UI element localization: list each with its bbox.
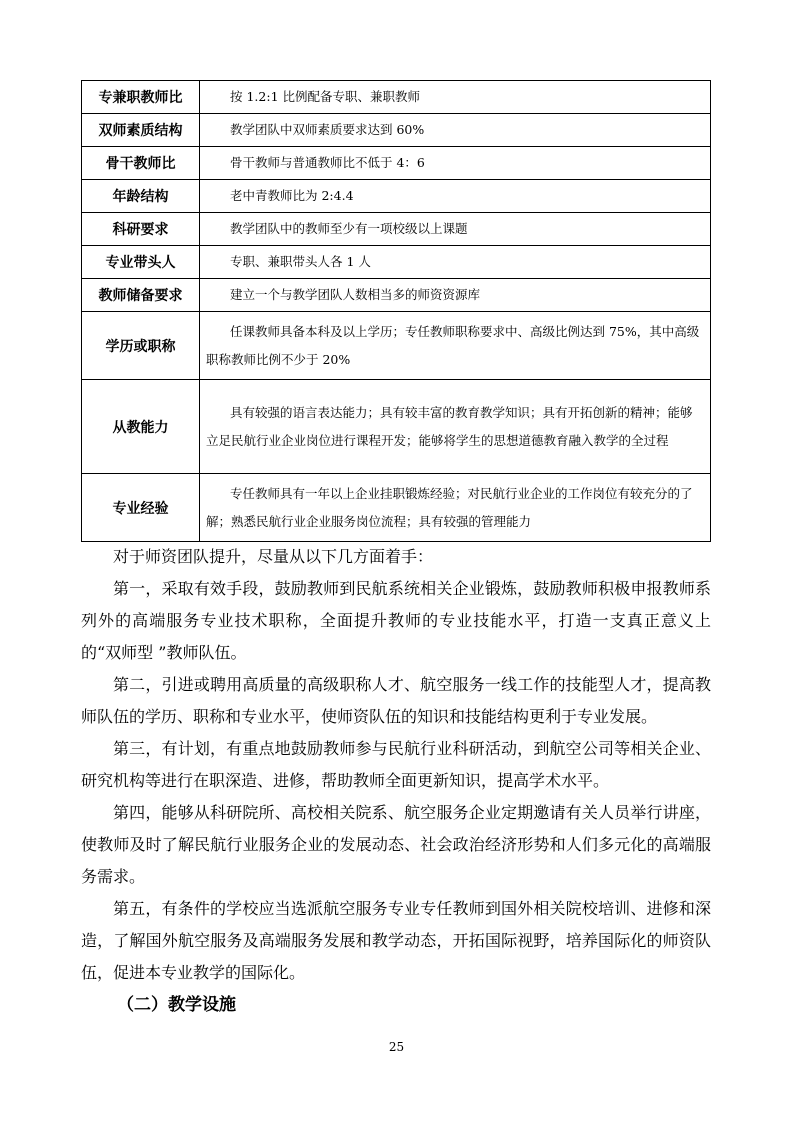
teacher-requirements-table [81, 80, 711, 542]
table-row [82, 312, 711, 380]
row-content: 建立一个与教学团队人数相当多的师资资源库 [200, 279, 711, 312]
row-content: 具有较强的语言表达能力；具有较丰富的教育教学知识；具有开拓创新的精神；能够立足民航行业企业岗位进行课程开发；能够将学生的思想道德教育融入教学的全过程 [200, 380, 711, 474]
row-label: 学历或职称 [82, 312, 200, 380]
table-row [82, 380, 711, 474]
table-row [82, 474, 711, 542]
paragraph-3: 第三，有计划，有重点地鼓励教师参与民航行业科研活动，到航空公司等相关企业、研究机构等进行在职深造、进修，帮助教师全面更新知识，提高学术水平。 [81, 739, 711, 790]
table-row [82, 147, 711, 180]
row-content: 任课教师具备本科及以上学历；专任教师职称要求中、高级比例达到 75%，其中高级职称教师比例不少于 20% [200, 312, 711, 380]
row-content: 专职、兼职带头人各 1 人 [200, 246, 711, 279]
row-label: 双师素质结构 [82, 114, 200, 147]
row-content: 教学团队中的教师至少有一项校级以上课题 [200, 213, 711, 246]
intro-paragraph: 对于师资团队提升，尽量从以下几方面着手： [113, 547, 434, 566]
table-row [82, 114, 711, 147]
row-label: 专业经验 [82, 474, 200, 542]
row-label: 年龄结构 [82, 180, 200, 213]
row-content: 专任教师具有一年以上企业挂职锻炼经验；对民航行业企业的工作岗位有较充分的了解；熟悉民航行业企业服务岗位流程；具有较强的管理能力 [200, 474, 711, 542]
row-content: 按 1.2:1 比例配备专职、兼职教师 [200, 81, 711, 114]
page-number: 25 [388, 1040, 405, 1054]
paragraph-1: 第一，采取有效手段，鼓励教师到民航系统相关企业锻炼，鼓励教师积极申报教师系列外的高端服务专业技术职称，全面提升教师的专业技能水平，打造一支真正意义上的“双师型 ”教师队伍。 [81, 579, 711, 662]
table-row [82, 246, 711, 279]
row-label: 专兼职教师比 [82, 81, 200, 114]
paragraph-4: 第四，能够从科研院所、高校相关院系、航空服务企业定期邀请有关人员举行讲座，使教师及时了解民航行业服务企业的发展动态、社会政治经济形势和人们多元化的高端服务需求。 [81, 803, 711, 886]
table-row [82, 213, 711, 246]
paragraph-2: 第二，引进或聘用高质量的高级职称人才、航空服务一线工作的技能型人才，提高教师队伍的学历、职称和专业水平，使师资队伍的知识和技能结构更利于专业发展。 [81, 675, 711, 726]
table-row [82, 81, 711, 114]
row-label: 专业带头人 [82, 246, 200, 279]
row-content: 骨干教师与普通教师比不低于 4：6 [200, 147, 711, 180]
row-label: 教师储备要求 [82, 279, 200, 312]
body-text [81, 541, 711, 989]
row-content: 老中青教师比为 2:4.4 [200, 180, 711, 213]
table-row [82, 180, 711, 213]
table-row [82, 279, 711, 312]
paragraph-5: 第五，有条件的学校应当选派航空服务专业专任教师到国外相关院校培训、进修和深造，了解国外航空服务及高端服务发展和教学动态，开拓国际视野，培养国际化的师资队伍，促进本专业教学的国际化。 [81, 899, 711, 982]
row-label: 从教能力 [82, 380, 200, 474]
section-heading: （二）教学设施 [117, 995, 236, 1015]
row-label: 骨干教师比 [82, 147, 200, 180]
row-content: 教学团队中双师素质要求达到 60% [200, 114, 711, 147]
row-label: 科研要求 [82, 213, 200, 246]
